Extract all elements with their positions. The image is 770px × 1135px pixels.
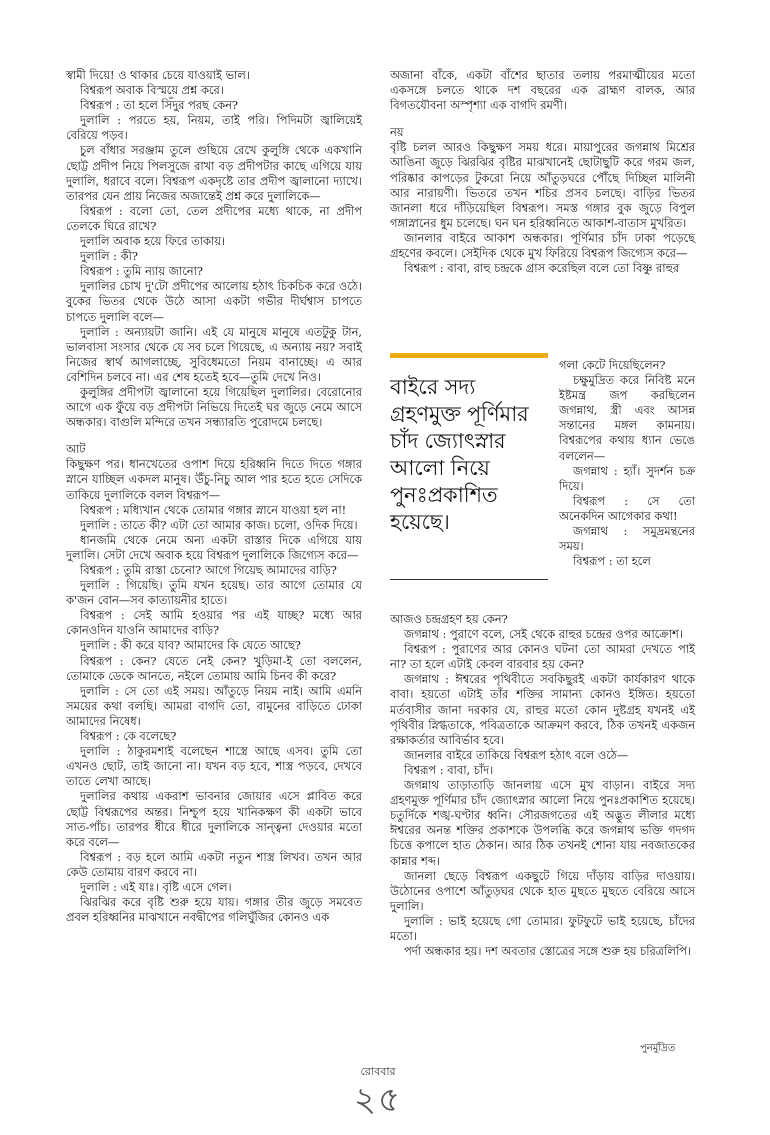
paragraph: দুলালি : কী করে যাব? আমাদের কি যেতে আছে? xyxy=(80,638,301,653)
paragraph: জগন্নাথ : হ্যাঁ। সুদর্শন চক্র দিয়ে। xyxy=(559,463,695,493)
paragraph: অজানা বাঁকে, একটা বাঁশের ছাতার তলায় পরমাত্মীয়ের মতো একসঙ্গে চলতে থাকে দশ বছরের এক ব্রাহ্মণ বালক, আর বিগতযৌবনা অস্পৃশ্যা এক বাগদি রমণী। xyxy=(390,68,695,113)
paragraph: দুলালি : কী? xyxy=(80,249,138,264)
pull-quote-accent-bar xyxy=(390,353,548,358)
paragraph: দুলালি : সে তো এই সময়। আঁতুড়ে নিয়ম নাই। আমি এমনি সময়ের কথা বলছি। আমরা বাগদি তো, বামুনের বাড়িতে ঢোকা আমাদের নিষেধ। xyxy=(66,683,362,728)
section-heading: নয় xyxy=(390,125,404,140)
left-column xyxy=(66,68,362,925)
paragraph: বিশ্বরূপ : সে তো অনেকদিন আগেকার কথা! xyxy=(559,493,695,523)
paragraph: দুলালি : ভাই হয়েছে গো তোমার। ফুটফুটে ভাই হয়েছে, চাঁদের মতো। xyxy=(390,913,695,943)
paragraph: দুলালি : তাতে কী? এটা তো আমার কাজ। চলো, ওদিক দিয়ে। xyxy=(80,517,358,532)
paragraph: বিশ্বরূপ : কেন? যেতে নেই কেন? খুড়িমা-ই তো বললেন, তোমাকে ডেকে আনতে, নইলে তোমায় আমি চিনব কী করে? xyxy=(66,653,362,683)
paragraph: ধানজমি থেকে নেমে অন্য একটা রাস্তার দিকে এগিয়ে যায় দুলালি। সেটা দেখে অবাক হয়ে বিশ্বরূপ দুলালিকে জিগ্যেস করে— xyxy=(66,532,362,562)
paragraph: বিশ্বরূপ : তা হলে xyxy=(573,554,651,569)
paragraph: দুলালির চোখ দু'টো প্রদীপের আলোয় হঠাৎ চিকচিক করে ওঠে। বুকের ভিতর থেকে উঠে আসা একটা গভীর দীর্ঘশ্বাস চাপতে চাপতে দুলালি বলে— xyxy=(66,279,362,324)
paragraph: বিশ্বরূপ : তুমি রাস্তা চেনো? আগে গিয়েছ আমাদের বাড়ি? xyxy=(80,563,337,577)
paragraph: জগন্নাথ তাড়াতাড়ি জানলায় এসে মুখ বাড়ান। বাইরে সদ্য গ্রহণমুক্ত পূর্ণিমার চাঁদ জ্যোৎস্নার আলো নিয়ে পুনঃপ্রকাশিত হয়েছে। চতুর্দিকে শঙ্খ-ঘণ্টার ধ্বনি। সৌরজগতের এই অদ্ভুত লীলার মধ্যে ঈশ্বরের অনন্ত শক্তির প্রকাশকে উপলব্ধি করে জগন্নাথ ভক্তি গদগদ চিত্তে কপালে হাত ঠেকান। আর ঠিক তখনই শোনা যায় নবজাতকের কান্নার শব্দ। xyxy=(390,778,695,868)
paragraph: আজও চন্দ্রগ্রহণ হয় কেন? xyxy=(390,612,508,626)
pull-quote-divider xyxy=(390,579,548,580)
narrow-column xyxy=(559,358,695,569)
paragraph: পর্দা অন্ধকার হয়। দশ অবতার স্তোত্রের সঙ্গে শুরু হয় চরিত্রলিপি। xyxy=(404,944,691,959)
paragraph: বিশ্বরূপ : সেই আমি হওয়ার পর এই যাচ্ছ? মধ্যে আর কোনওদিন যাওনি আমাদের বাড়ি? xyxy=(66,608,362,638)
paragraph: জানলা ছেড়ে বিশ্বরূপ একছুটে গিয়ে দাঁড়ায় বাড়ির দাওয়ায়। উঠোনের ওপাশে আঁতুড়ঘর থেকে হাত মুছতে মুছতে বেরিয়ে আসে দুলালি। xyxy=(390,868,695,913)
paragraph: জগন্নাথ : সমুদ্রমন্থনের সময়। xyxy=(559,524,695,554)
paragraph: দুলালির কথায় একরাশ ভাবনার জোয়ার এসে প্লাবিত করে ছোট্ট বিশ্বরূপের অন্তর। নিশ্চুপ হয়ে খানিকক্ষণ কী একটা ভাবে সাত-পাঁচ। তারপর ধীরে ধীরে দুলালিকে সান্ত্বনা দেওয়ার মতো করে বলে— xyxy=(66,789,362,849)
paragraph: জগন্নাথ : ঈশ্বরের পৃথিবীতে সবকিছুরই একটা কার্যকারণ থাকে বাবা। হয়তো এটাই তাঁর শক্তির সামান্য কোনও ইঙ্গিত। হয়তো মর্তবাসীর জানা দরকার যে, রাহুর মতো কোন দুষ্টগ্রহ যখনই এই পৃথিবীর স্নিগ্ধতাকে, পবিত্রতাকে আক্রমণ করবে, ঠিক তখনই একজন রক্ষাকর্তার আবির্ভাব হবে। xyxy=(390,672,695,747)
paragraph: কিছুক্ষণ পর। ধানখেতের ওপাশ দিয়ে হরিধ্বনি দিতে দিতে গঙ্গার স্নানে যাচ্ছিল একদল মানুষ। উঁচু-নিচু আল পার হতে হতে সেদিকে তাকিয়ে দুলালিকে বলল বিশ্বরূপ— xyxy=(66,457,362,502)
paragraph: দুলালি : ঠাকুরমশাই বলেছেন শাস্ত্রে আছে এসব। তুমি তো এখনও ছোট, তাই জানো না। যখন বড় হবে, শাস্ত্র পড়বে, দেখবে তাতে লেখা আছে। xyxy=(66,744,362,789)
paragraph: বিশ্বরূপ : তুমি ন্যায় জানো? xyxy=(80,264,203,279)
paragraph: ঝিরঝির করে বৃষ্টি শুরু হয়ে যায়। গঙ্গার তীর জুড়ে সমবেত প্রবল হরিধ্বনির মাঝখানে নবদ্বীপের গলিঘুঁজির কোনও এক xyxy=(66,895,362,925)
paragraph: বিশ্বরূপ : তা হলে সিঁদুর পরছ কেন? xyxy=(80,98,239,113)
paragraph: দুলালি : এই যাঃ। বৃষ্টি এসে গেল। xyxy=(80,879,232,894)
paragraph: বিশ্বরূপ : মধ্যিখান থেকে তোমার গঙ্গার স্নানে যাওয়া হল না! xyxy=(80,502,347,517)
paragraph: বিশ্বরূপ : পুরাণের আর কোনও ঘটনা তো আমরা দেখতে পাই না? তা হলে এটাই কেবল বারবার হয় কেন? xyxy=(390,642,695,672)
paragraph: গলা কেটে দিয়েছিলেন? xyxy=(559,358,666,372)
paragraph: জানলার বাইরে আকাশ অন্ধকার। পূর্ণিমার চাঁদ ঢাকা পড়েছে গ্রহণের কবলে। সেইদিক থেকে মুখ ফিরিয়ে বিশ্বরূপ জিগ্যেস করে— xyxy=(390,230,695,261)
paragraph: স্বামী দিয়ে! ও থাকার চেয়ে যাওয়াই ভাল। xyxy=(66,68,250,82)
right-column-bottom xyxy=(390,612,695,959)
paragraph: দুলালি অবাক হয়ে ফিরে তাকায়। xyxy=(80,234,226,249)
paragraph: কুলুঙ্গির প্রদীপটা জ্বালানো হয়ে গিয়েছিল দুলালির। বেরোনোর আগে এক ফুঁয়ে বড় প্রদীপটা নিভিয়ে দিতেই ঘর জুড়ে নেমে আসে অন্ধকার। বাগুলি মন্দিরে তখন সন্ধ্যারতি পুরোদমে চলছে। xyxy=(66,384,362,430)
paragraph: বিশ্বরূপ : কে বলেছে? xyxy=(80,729,177,744)
paragraph: বৃষ্টি চলল আরও কিছুক্ষণ সময় ধরে। মায়াপুরের জগন্নাথ মিশ্রের আঙিনা জুড়ে ঝিরঝির বৃষ্টির মাঝখানেই ছোটাছুটি করে গরম জল, পরিষ্কার কাপড়ের টুকরো নিয়ে আঁতুড়ঘরে পৌঁছে দিচ্ছিল মালিনী আর নারায়ণী। ভিতরে তখন শচির প্রসব চলছে। বাড়ির ভিতর জানলা ধরে দাঁড়িয়েছিল বিশ্বরূপ। সমস্ত গঙ্গার বুক জুড়ে বিপুল গঙ্গাস্নানের ধুম চলেছে। ঘন ঘন হরিধ্বনিতে আকাশ-বাতাস মুখরিত। xyxy=(390,140,695,230)
paragraph: জানলার বাইরে তাকিয়ে বিশ্বরূপ হঠাৎ বলে ওঠে— xyxy=(404,747,629,762)
paragraph: চক্ষুমুদ্রিত করে নিবিষ্ট মনে ইষ্টমন্ত্র জপ করছিলেন জগন্নাথ, স্ত্রী এবং আসন্ন সন্তানের মঙ্গল কামনায়। বিশ্বরূপের কথায় ধ্যান ভেঙে বললেন— xyxy=(559,373,695,463)
footer-day: রোববার xyxy=(360,1065,396,1078)
section-heading: আট xyxy=(66,442,86,457)
paragraph: দুলালি : অন্যায়টা জানি। এই যে মানুষে মানুষে এতটুকু টান, ভালবাসা সংসার থেকে যে সব চলে গিয়েছে, এ অন্যায় নয়? সবাই নিজের স্বার্থ আগলাচ্ছে, সুবিধেমতো নিয়ম বানাচ্ছে। এ আর বেশিদিন চলবে না। এর শেষ হতেই হবে—তুমি দেখে নিও। xyxy=(66,324,362,384)
pull-quote-text: বাইরে সদ্য গ্রহণমুক্ত পূর্ণিমার চাঁদ জ্যোৎস্নার আলো নিয়ে পুনঃপ্রকাশিত হয়েছে। xyxy=(390,375,529,534)
paragraph: জগন্নাথ : পুরাণে বলে, সেই থেকে রাহুর চন্দ্রের ওপর আক্রোশ। xyxy=(404,627,683,642)
page-number: ২৫ xyxy=(353,1080,403,1120)
paragraph: চুল বাঁধার সরঞ্জাম তুলে গুছিয়ে রেখে কুলুঙ্গি থেকে একখানি ছোট্ট প্রদীপ নিয়ে পিলসুজে রাখা বড় প্রদীপটার কাছে এগিয়ে যায় দুলালি, ধরাবে বলে। বিশ্বরূপ একদৃষ্টে তার প্রদীপ জ্বালানো দ্যাখে। তারপর যেন প্রায় নিজের অজান্তেই প্রশ্ন করে দুলালিকে— xyxy=(66,143,362,203)
paragraph: বিশ্বরূপ অবাক বিস্ময়ে প্রশ্ন করে। xyxy=(80,83,224,98)
paragraph: দুলালি : গিয়েছি। তুমি যখন হয়েছ। তার আগে তোমার যে ক'জন বোন—সব কাত্যায়নীর হাতে। xyxy=(66,578,362,608)
pull-quote xyxy=(390,353,548,536)
paragraph: দুলালি : পরতে হয়, নিয়ম, তাই পরি। পিদিমটা জ্বালিয়েই বেরিয়ে পড়ব। xyxy=(66,113,362,143)
paragraph: বিশ্বরূপ : বলো তো, তেল প্রদীপের মধ্যে থাকে, না প্রদীপ তেলকে ঘিরে রাখে? xyxy=(66,203,362,233)
paragraph: বিশ্বরূপ : বাবা, চাঁদ। xyxy=(404,762,494,777)
paragraph: বিশ্বরূপ : বাবা, রাহু চন্দ্রকে গ্রাস করেছিল বলে তো বিষ্ণু রাহুর xyxy=(404,261,680,276)
paragraph: বিশ্বরূপ : বড় হলে আমি একটা নতুন শাস্ত্র লিখব। তখন আর কেউ তোমায় বারণ করবে না। xyxy=(66,849,362,879)
reprint-credit: পুনর্মুদ্রিত xyxy=(640,1043,676,1054)
right-column-top xyxy=(390,68,695,276)
